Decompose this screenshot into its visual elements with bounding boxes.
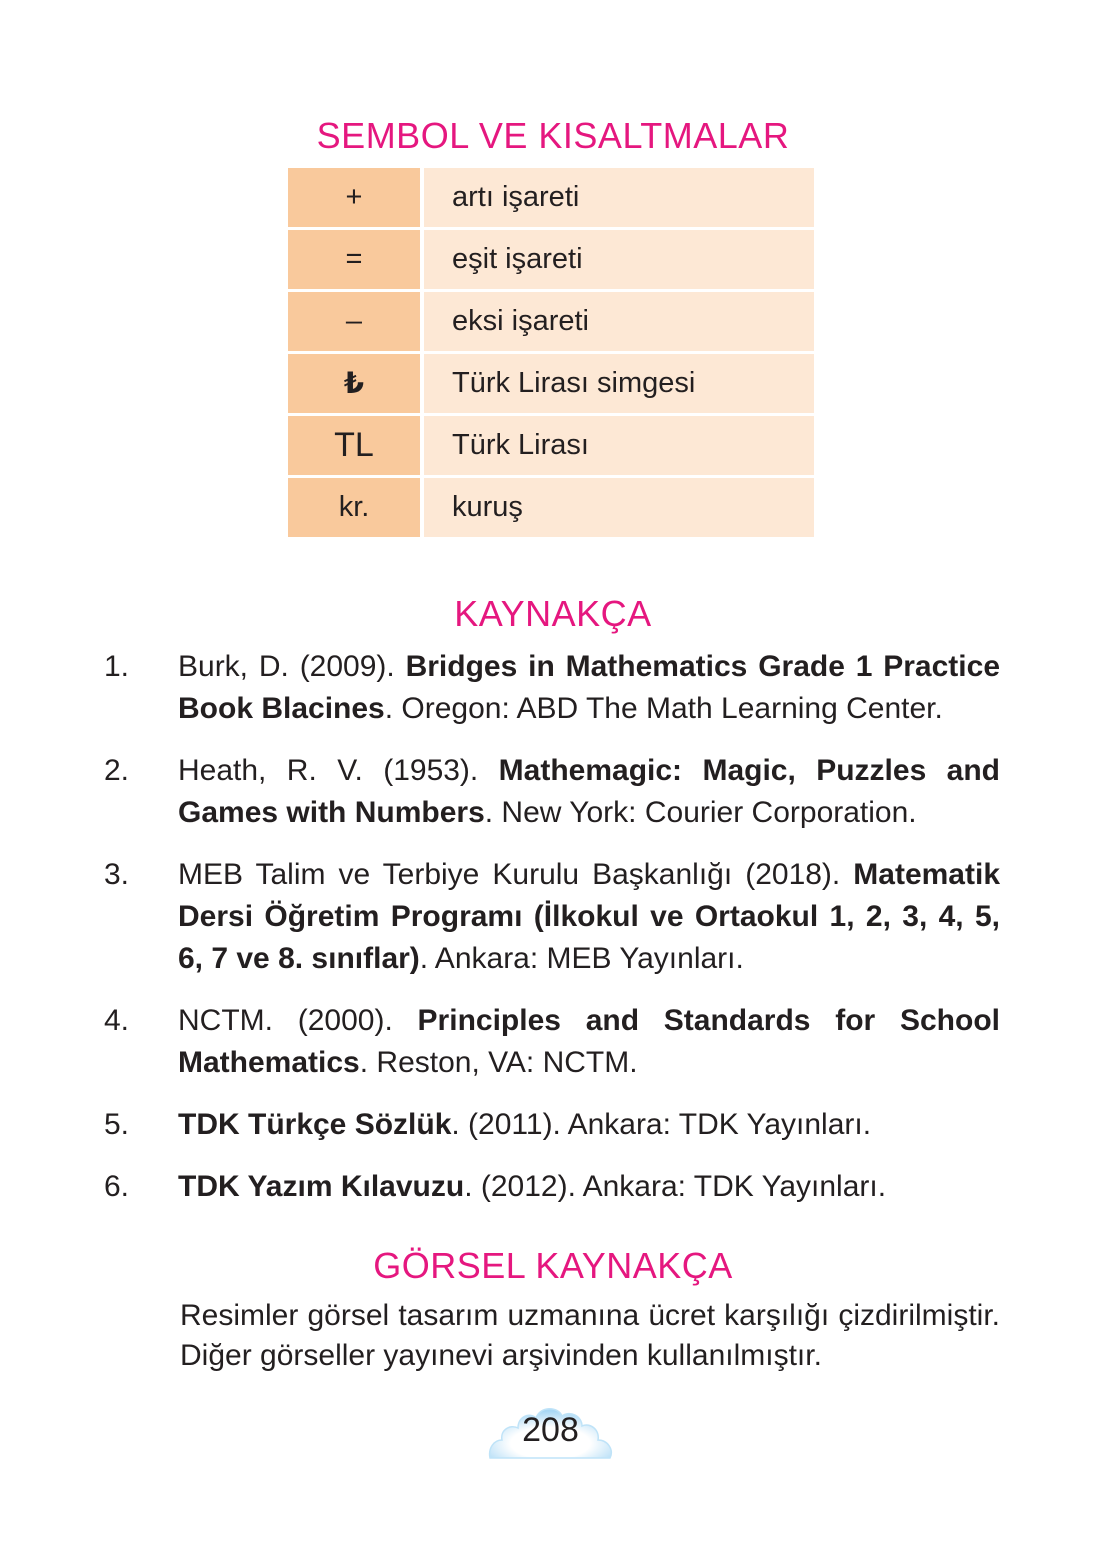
ref-title: TDK Yazım Kılavuzu xyxy=(178,1170,465,1203)
list-item xyxy=(104,1104,1000,1146)
list-item xyxy=(104,1166,1000,1208)
list-item xyxy=(104,1000,1000,1084)
meaning-cell: artı işareti xyxy=(424,168,814,230)
ref-title: Matematik Dersi Öğretim Programı (İlkokul ve Ortaokul 1, 2, 3, 4, 5, 6, 7 ve 8. sınıflar) xyxy=(178,858,1000,975)
symbols-table xyxy=(288,168,814,540)
list-item xyxy=(104,750,1000,834)
symbol-cell: – xyxy=(288,292,424,354)
ref-pre: Heath, R. V. (1953). xyxy=(178,754,499,787)
ref-post: . New York: Courier Corporation. xyxy=(484,796,917,829)
meaning-cell: Türk Lirası simgesi xyxy=(424,354,814,416)
table-row xyxy=(288,168,814,230)
visual-sources-title: GÖRSEL KAYNAKÇA xyxy=(373,1245,733,1286)
table-row xyxy=(288,292,814,354)
symbol-cell: kr. xyxy=(288,478,424,540)
meaning-cell: eşit işareti xyxy=(424,230,814,292)
ref-title: Principles and Standards for School Mathematics xyxy=(178,1004,1000,1079)
table-row xyxy=(288,416,814,478)
symbol-cell: + xyxy=(288,168,424,230)
page-number: 208 xyxy=(522,1411,579,1449)
ref-post: . (2012). Ankara: TDK Yayınları. xyxy=(464,1170,887,1203)
table-row xyxy=(288,478,814,540)
symbol-cell: TL xyxy=(288,416,424,478)
ref-post: . Reston, VA: NCTM. xyxy=(359,1046,638,1079)
ref-post: . Oregon: ABD The Math Learning Center. xyxy=(384,692,943,725)
ref-post: . Ankara: MEB Yayınları. xyxy=(419,942,744,975)
ref-pre: MEB Talim ve Terbiye Kurulu Başkanlığı (2018). xyxy=(178,858,854,891)
ref-number: 4. xyxy=(104,1004,130,1037)
ref-pre: Burk, D. (2009). xyxy=(178,650,406,683)
symbols-title: SEMBOL VE KISALTMALAR xyxy=(316,115,790,156)
list-item xyxy=(104,854,1000,980)
bibliography-list xyxy=(104,646,1000,1208)
meaning-cell: Türk Lirası xyxy=(424,416,814,478)
page-number-badge xyxy=(488,1400,613,1460)
ref-number: 2. xyxy=(104,754,130,787)
ref-number: 5. xyxy=(104,1108,130,1141)
symbol-cell: = xyxy=(288,230,424,292)
meaning-cell: kuruş xyxy=(424,478,814,540)
ref-number: 3. xyxy=(104,858,130,891)
ref-title: TDK Türkçe Sözlük xyxy=(178,1108,452,1141)
ref-number: 6. xyxy=(104,1170,130,1203)
meaning-cell: eksi işareti xyxy=(424,292,814,354)
visual-sources-text: Resimler görsel tasarım uzmanına ücret karşılığı çizdirilmiştir. Diğer görseller yayınevi arşivinden kullanılmıştır. xyxy=(180,1299,1000,1372)
table-row xyxy=(288,230,814,292)
bibliography-title: KAYNAKÇA xyxy=(454,593,652,634)
symbol-cell: ₺ xyxy=(288,354,424,416)
list-item xyxy=(104,646,1000,730)
ref-title: Bridges in Mathematics Grade 1 Practice Book Blacines xyxy=(178,650,1000,725)
ref-post: . (2011). Ankara: TDK Yayınları. xyxy=(451,1108,872,1141)
table-row xyxy=(288,354,814,416)
ref-number: 1. xyxy=(104,650,130,683)
ref-title: Mathemagic: Magic, Puzzles and Games with Numbers xyxy=(178,754,1000,829)
ref-pre: NCTM. (2000). xyxy=(178,1004,418,1037)
